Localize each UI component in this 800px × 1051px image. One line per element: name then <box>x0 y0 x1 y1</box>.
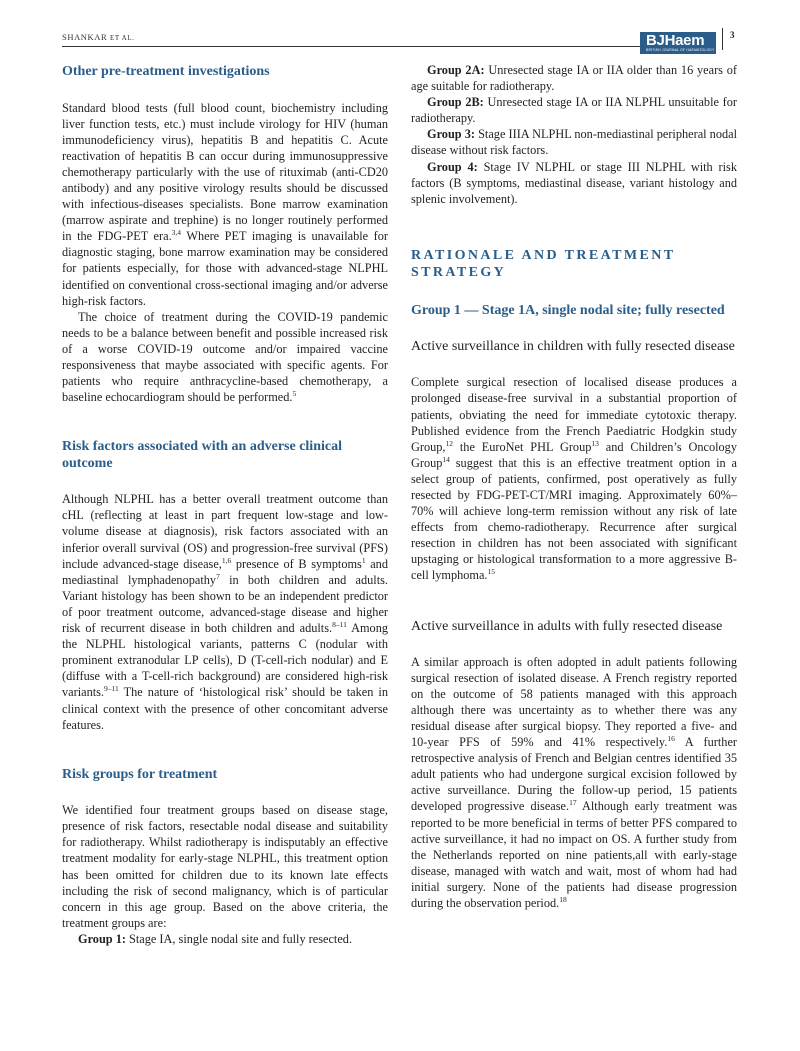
journal-logo <box>640 32 716 54</box>
group-2b-item: Group 2B: Unresected stage IA or IIA NLPHL unsuitable for radiotherapy. <box>411 95 737 126</box>
heading-risk-groups: Risk groups for treatment <box>62 766 218 782</box>
header-rule <box>62 46 642 47</box>
journal-logo-text: BJHaem <box>646 32 705 49</box>
heading-risk-factors: Risk factors associated with an adverse clinical outcome <box>62 439 342 471</box>
running-header <box>62 28 738 46</box>
paragraph-pretreatment-2: The choice of treatment during the COVID-19 pandemic needs to be a balance between benefit and possible increased risk of a worse COVID-19 outcome and/or impaired vaccine responsiveness that maybe associated with specific agents. For patients who require anthracycline-based chemotherapy, a baseline echocardiogram should be performed.$^5$ <box>62 309 388 405</box>
heading-children-surveillance: Active surveillance in children with fully resected disease <box>411 339 735 355</box>
heading-adult-surveillance: Active surveillance in adults with fully resected disease <box>411 618 723 634</box>
heading-group-1-stage: Group 1 — Stage 1A, single nodal site; fully resected <box>411 302 725 318</box>
heading-pretreatment: Other pre-treatment investigations <box>62 64 270 79</box>
right-column <box>411 62 737 911</box>
left-column <box>62 62 388 947</box>
paragraph-risk-groups: We identified four treatment groups based on disease stage, presence of risk factors, resectable nodal disease and suitability for radiotherapy. Whilst radiotherapy is indisputably an effective treatment modality for early-stage NLPHL, this treatment option has been omitted for children due to its known late effects including the risk of second malignancy, which is of particular concern in this age group. Based on the above criteria, the treatment groups are: <box>62 803 388 930</box>
paragraph-adult-surveillance: A similar approach is often adopted in adult patients following surgical resection of isolated disease. A French registry reported on the outcome of 58 patients managed with this approach although there was uncertainty as to whether there was any residual disease after surgical biopsy. They reported a five- and 10-year PFS of 59% and 41% respectively.$^{16}$ A further retrospective analysis of French and Belgian centres identified 35 adult patients who had undergone surgical excision followed by active surveillance. During the follow-up period, 15 patients developed progressive disease.$^{17}$ Although early treatment was reported to be more beneficial in terms of better PFS compared to active surveillance, it had no impact on OS. A further study from the Netherlands reported on nine patients,all with early-stage disease, managed with watch and wait, most of whom had had initial surgery. None of the patients had disease progression during the observation period.$^{18}$ <box>411 654 737 910</box>
page-number: 3 <box>730 30 735 40</box>
header-divider <box>722 28 723 50</box>
running-head-author: SHANKAR ET AL. <box>62 32 135 42</box>
paragraph-risk-factors: Although NLPHL has a better overall treatment outcome than cHL (reflecting at least in part frequent low-stage and low-volume disease at diagnosis), risk factors associated with an inferior overall survival (OS) and progression-free survival (PFS) include advanced-stage disease,$^{1,6}$ presence of B symptoms$^1$ and mediastinal lymphadenopathy$^7$ in both children and adults. Variant histology has been shown to be an independent predictor of poor treatment outcome, advanced-stage disease and higher risk of recurrent disease in both children and adults.$^{8-11}$ Among the NLPHL histological variants, patterns C (nodular with prominent extranodular LP cells), D (T-cell-rich nodular) and E (diffuse with a T-cell-rich background) are considered high-risk variants.$^{9-11}$ The nature of ‘histological risk’ should be taken in clinical context with the presence of other concomitant adverse features. <box>62 492 389 732</box>
heading-rationale: RATIONALE AND TREATMENT STRATEGY <box>411 247 676 280</box>
group-4-item: Group 4: Stage IV NLPHL or stage III NLPHL with risk factors (B symptoms, mediastinal disease, variant histology and splenic involvement). <box>411 159 737 206</box>
group-3-item: Group 3: Stage IIIA NLPHL non-mediastinal peripheral nodal disease without risk factors. <box>411 127 737 158</box>
group-2a-item: Group 2A: Unresected stage IA or IIA older than 16 years of age suitable for radiotherapy. <box>411 63 738 94</box>
journal-logo-subtitle: BRITISH JOURNAL OF HAEMATOLOGY <box>646 48 715 52</box>
paragraph-children-surveillance: Complete surgical resection of localised disease produces a prolonged disease-free survival in a substantial proportion of patients, obviating the need for immediate cytotoxic therapy. Published evidence from the French Paediatric Hodgkin study Group,$^{12}$ the EuroNet PHL Group$^{13}$ and Children’s Oncology Group$^{14}$ suggest that this is an effective treatment option in a select group of patients, confirmed, post operatively as fully resected by FDG-PET-CT/MRI imaging. Approximately 60%–70% will achieve long-term remission without any risk of late effects from chemo-radiotherapy. Recurrence after surgical resection in children has not been associated with significant upstaging or histological transformation to a more aggressive B-cell lymphoma.$^{15}$ <box>411 375 737 583</box>
group-1-item: Group 1: Stage IA, single nodal site and fully resected. <box>78 931 353 946</box>
paragraph-pretreatment-1: Standard blood tests (full blood count, biochemistry including liver function tests, etc.) must include virology for HIV (human immunodeficiency virus), hepatitis B and hepatitis C. Acute reactivation of hepatitis B can occur during immunosuppressive chemotherapy particularly with the use of rituximab (anti-CD20 antibody) and any positive virology results should be discussed with infectious-diseases specialists. Bone marrow examination (marrow aspirate and trephine) is no longer routinely performed in the FDG-PET era.$^{3,4}$ Where PET imaging is unavailable for diagnostic staging, bone marrow examination may be considered for patients especially, for those with advanced-stage NLPHL identified on conventional cross-sectional imaging and/or adverse high-risk factors. <box>62 100 388 308</box>
